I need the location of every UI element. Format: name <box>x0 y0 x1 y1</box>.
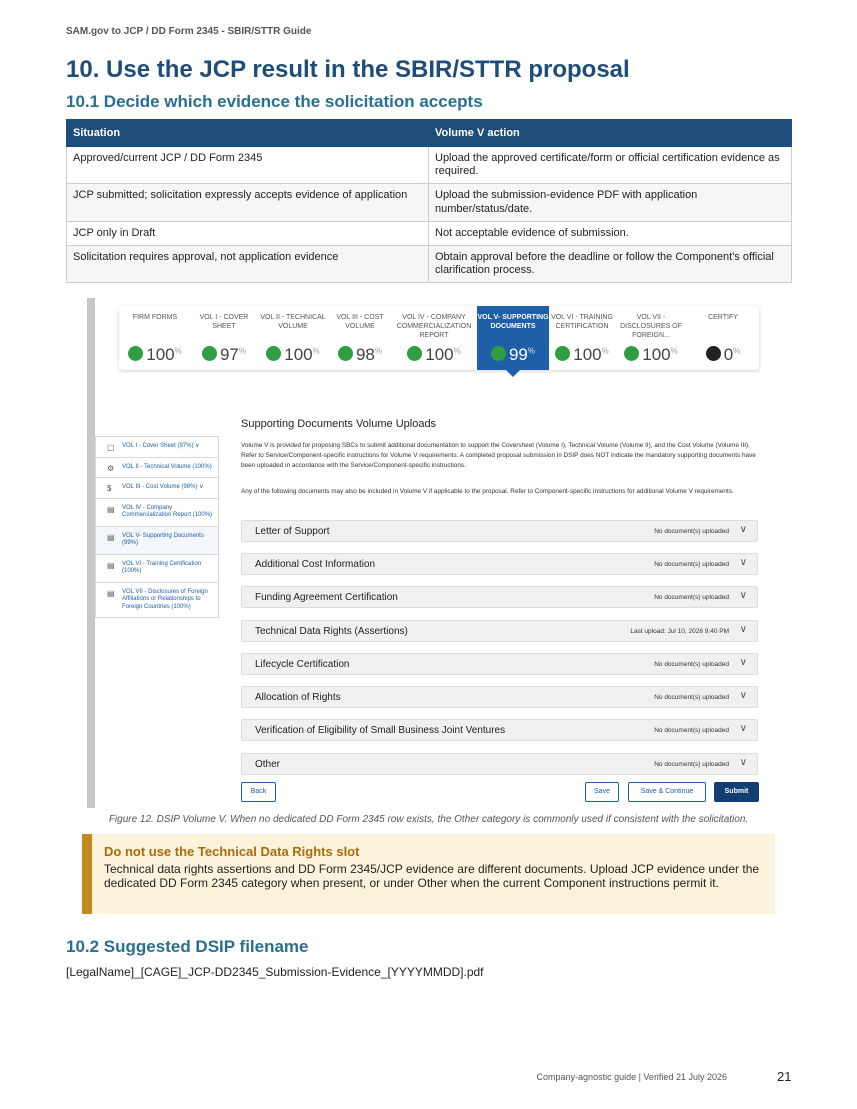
volume-nav-label: VOL V- Supporting Documents (99%) <box>122 532 204 546</box>
table-cell-situation: Solicitation requires approval, not application evidence <box>67 245 429 282</box>
table-header-action: Volume V action <box>429 120 792 147</box>
progress-dot-icon <box>202 346 217 361</box>
table-row <box>67 184 792 221</box>
running-head: SAM.gov to JCP / DD Form 2345 - SBIR/STTR Guide <box>66 26 312 37</box>
volume-step-label: VOL II - TECHNICAL VOLUME <box>260 314 326 330</box>
category-upload-status: No document(s) uploaded <box>654 661 729 668</box>
volume-step-percent <box>687 345 759 365</box>
category-name: Funding Agreement Certification <box>255 592 398 603</box>
document-category-accordion[interactable] <box>241 753 758 775</box>
volume-step-percent <box>477 345 549 365</box>
volume-nav-label: VOL VII - Disclosures of Foreign Affiliations or Relationships to Foreign Countries (100%) <box>122 588 208 610</box>
chevron-down-icon[interactable]: ∨ <box>739 524 747 535</box>
volume-nav-item[interactable] <box>96 437 218 458</box>
active-step-caret-icon <box>506 370 520 377</box>
subsection-heading-1: 10.1 Decide which evidence the solicitation accepts <box>66 92 483 111</box>
volume-step-percent <box>615 345 687 365</box>
volume-step-percent <box>119 345 191 365</box>
volume-step-percent <box>391 345 477 365</box>
figure-caption: Figure 12. DSIP Volume V. When no dedicated DD Form 2345 row exists, the Other category is commonly used if consistent with the solicitation. <box>108 814 749 825</box>
back-button[interactable]: Back <box>241 782 276 802</box>
volume-step[interactable] <box>191 306 257 370</box>
percent-value: 100 <box>284 345 313 364</box>
volume-step[interactable] <box>477 306 549 370</box>
volume-step-label: VOL V- SUPPORTING DOCUMENTS <box>477 314 549 330</box>
progress-dot-icon <box>491 346 506 361</box>
progress-dot-icon <box>624 346 639 361</box>
table-cell-situation: Approved/current JCP / DD Form 2345 <box>67 147 429 184</box>
submit-button[interactable]: Submit <box>714 782 759 802</box>
dollar-icon: $ <box>107 484 112 493</box>
volume-step[interactable] <box>615 306 687 370</box>
warning-callout <box>82 834 775 914</box>
volume-step-label: VOL I - COVER SHEET <box>199 314 249 330</box>
category-upload-status: No document(s) uploaded <box>654 561 729 568</box>
category-name: Lifecycle Certification <box>255 659 350 670</box>
table-row <box>67 147 792 184</box>
category-upload-status: Last upload: Jul 10, 2026 9:40 PM <box>630 628 729 635</box>
category-upload-status: No document(s) uploaded <box>654 727 729 734</box>
volume-step-label: FIRM FORMS <box>132 314 178 321</box>
volume-step-label: VOL IV - COMPANY COMMERCIALIZATION REPORT <box>396 314 472 339</box>
volume-nav-label: VOL VI - Training Certification (100%) <box>122 560 202 574</box>
percent-value: 97 <box>219 345 239 364</box>
volume-nav-item[interactable] <box>96 478 218 499</box>
volume-step-label: VOL VII - DISCLOSURES OF FOREIGN... <box>620 314 682 339</box>
table-row <box>67 245 792 282</box>
table-cell-action: Upload the submission-evidence PDF with application number/status/date. <box>429 184 792 221</box>
volume-step-percent <box>257 345 329 365</box>
document-category-accordion[interactable] <box>241 520 758 542</box>
percent-value: 100 <box>425 345 454 364</box>
chevron-down-icon[interactable]: ∨ <box>739 657 747 668</box>
volume-nav-item[interactable] <box>96 583 218 618</box>
category-upload-status: No document(s) uploaded <box>654 528 729 535</box>
percent-sign: % <box>601 346 609 356</box>
callout-title: Do not use the Technical Data Rights slot <box>104 844 360 859</box>
progress-dot-icon <box>555 346 570 361</box>
volume-step[interactable] <box>687 306 759 370</box>
progress-dot-icon <box>128 346 143 361</box>
category-name: Technical Data Rights (Assertions) <box>255 626 408 637</box>
progress-dot-icon <box>338 346 353 361</box>
percent-sign: % <box>453 346 461 356</box>
category-upload-status: No document(s) uploaded <box>654 694 729 701</box>
volume-step[interactable] <box>549 306 615 370</box>
table-cell-action: Upload the approved certificate/form or official certification evidence as required. <box>429 147 792 184</box>
volume-nav-label: VOL I - Cover Sheet (97%) ∨ <box>122 443 200 449</box>
subsection-heading-2: 10.2 Suggested DSIP filename <box>66 937 309 956</box>
volume-step[interactable] <box>119 306 191 370</box>
table-header-situation: Situation <box>67 120 429 147</box>
percent-sign: % <box>312 346 320 356</box>
percent-value: 99 <box>508 345 528 364</box>
table-cell-situation: JCP only in Draft <box>67 221 429 245</box>
screenshot-edge-bar <box>87 298 95 808</box>
volume-step-label: VOL III - COST VOLUME <box>336 314 384 330</box>
progress-dot-icon <box>706 346 721 361</box>
page-footer: Company-agnostic guide | Verified 21 July 2026 <box>536 1072 727 1082</box>
percent-sign: % <box>374 346 383 356</box>
cover-sheet-icon: ▢ <box>107 443 115 452</box>
percent-value: 0 <box>723 345 734 364</box>
document-icon: ▤ <box>107 504 115 514</box>
percent-value: 100 <box>573 345 602 364</box>
volume-step[interactable] <box>329 306 391 370</box>
document-icon: ▤ <box>107 532 115 542</box>
chevron-down-icon[interactable]: ∨ <box>739 690 747 701</box>
uploads-description: Volume V is provided for proposing SBCs to submit additional documentation to support the Coversheet (Volume I), Technical Volume (Volume II), and the Cost Volume (Volume III). Refer to Service/Component-specific instructions for Volume V requirements. A completed proposal submission in DSIP does NOT indicate the mandatory supporting documents have been uploaded in accordance with the Service/Component-specific instructions. <box>241 442 756 469</box>
percent-value: 98 <box>355 345 375 364</box>
percent-sign: % <box>238 346 247 356</box>
uploads-title: Supporting Documents Volume Uploads <box>241 418 437 430</box>
volume-progress-steps <box>119 306 759 370</box>
category-upload-status: No document(s) uploaded <box>654 594 729 601</box>
volume-nav-item[interactable] <box>96 499 218 527</box>
category-name: Additional Cost Information <box>255 559 376 570</box>
dsip-screenshot <box>87 298 769 808</box>
percent-sign: % <box>733 346 741 356</box>
volume-nav-item[interactable] <box>96 555 218 583</box>
document-icon: ▤ <box>107 588 115 598</box>
volume-nav-label: VOL III - Cost Volume (98%) ∨ <box>122 484 204 490</box>
table-cell-action: Obtain approval before the deadline or follow the Component's official clarification process. <box>429 245 792 282</box>
document-category-accordion[interactable] <box>241 586 758 608</box>
document-category-accordion[interactable] <box>241 553 758 575</box>
save-continue-button[interactable]: Save & Continue <box>628 782 706 802</box>
volume-nav-label: VOL II - Technical Volume (100%) <box>122 463 212 470</box>
percent-sign: % <box>527 346 536 356</box>
category-name: Allocation of Rights <box>255 692 341 703</box>
chevron-down-icon[interactable]: ∨ <box>739 557 747 568</box>
percent-sign: % <box>670 346 678 356</box>
percent-value: 100 <box>642 345 671 364</box>
table-row <box>67 221 792 245</box>
chevron-down-icon[interactable]: ∨ <box>739 590 747 601</box>
document-category-accordion[interactable] <box>241 620 758 642</box>
percent-sign: % <box>174 346 182 356</box>
category-upload-status: No document(s) uploaded <box>654 761 729 768</box>
volume-nav-label: VOL IV - Company Commercialization Report (100%) <box>122 504 213 518</box>
category-name: Other <box>255 759 281 770</box>
page-number: 21 <box>777 1069 792 1084</box>
evidence-table <box>66 119 792 283</box>
volume-step-label: CERTIFY <box>708 314 738 321</box>
category-name: Verification of Eligibility of Small Business Joint Ventures <box>255 725 506 736</box>
volume-nav-list <box>95 436 219 618</box>
section-heading: 10. Use the JCP result in the SBIR/STTR proposal <box>66 56 630 83</box>
progress-dot-icon <box>407 346 422 361</box>
uploads-optional-note: Any of the following documents may also be included in Volume V if applicable to the proposal. Refer to Component-specific instructions for additional Volume V requirements. <box>241 488 734 495</box>
chevron-down-icon[interactable]: ∨ <box>739 624 747 635</box>
suggested-filename: [LegalName]_[CAGE]_JCP-DD2345_Submission-Evidence_[YYYYMMDD].pdf <box>66 965 484 979</box>
volume-step-percent <box>191 345 257 365</box>
chevron-down-icon[interactable]: ∨ <box>739 757 747 768</box>
document-category-accordion[interactable] <box>241 719 758 741</box>
category-name: Letter of Support <box>255 526 330 537</box>
chevron-down-icon[interactable]: ∨ <box>739 723 747 734</box>
table-header-row <box>67 120 792 147</box>
volume-nav-item[interactable] <box>96 458 218 479</box>
document-category-accordion[interactable] <box>241 653 758 675</box>
gears-icon: ⚙ <box>107 463 115 473</box>
volume-nav-item[interactable] <box>96 527 218 555</box>
volume-step-label: VOL VI - TRAINING CERTIFICATION <box>551 314 613 330</box>
volume-step-percent <box>549 345 615 365</box>
volume-step-percent <box>329 345 391 365</box>
progress-dot-icon <box>266 346 281 361</box>
percent-value: 100 <box>146 345 175 364</box>
volume-step[interactable] <box>391 306 477 370</box>
table-cell-situation: JCP submitted; solicitation expressly accepts evidence of application <box>67 184 429 221</box>
document-category-accordion[interactable] <box>241 686 758 708</box>
document-icon: ▤ <box>107 560 115 570</box>
volume-step[interactable] <box>257 306 329 370</box>
table-cell-action: Not acceptable evidence of submission. <box>429 221 792 245</box>
callout-body: Technical data rights assertions and DD Form 2345/JCP evidence are different documents. Upload JCP evidence under the dedicated DD Form 2345 category when present, or under Other when the current Component instructions permit it. <box>104 862 760 890</box>
save-button[interactable]: Save <box>585 782 619 802</box>
